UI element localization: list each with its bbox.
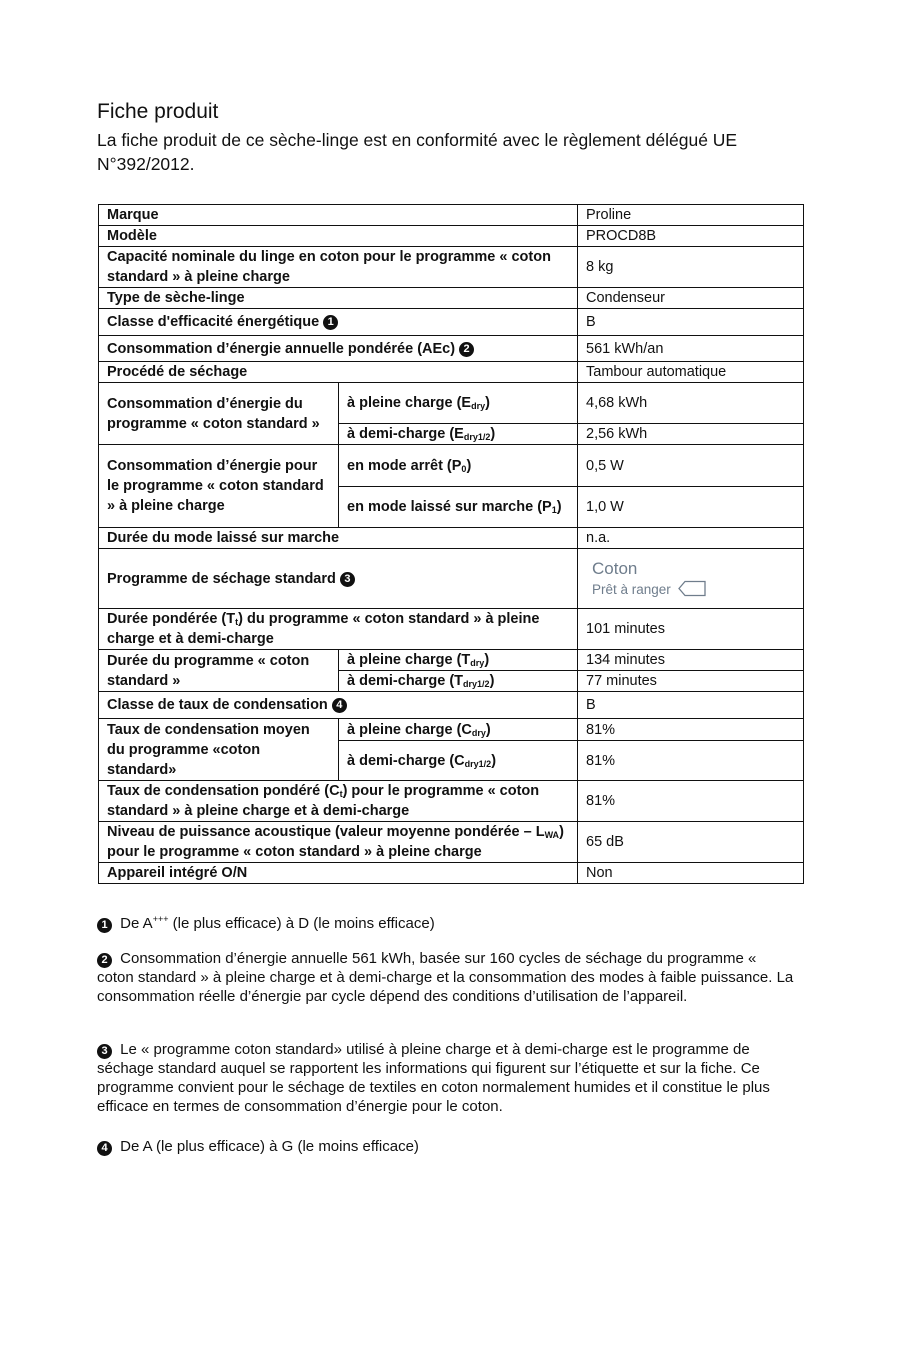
table-row	[99, 863, 804, 884]
row-label	[99, 309, 578, 336]
row-label: Modèle	[99, 226, 578, 247]
row-value: n.a.	[578, 528, 804, 549]
row-value: 65 dB	[578, 822, 804, 863]
program-display	[578, 549, 804, 609]
footnote-4: 4 De A (le plus efficace) à G (le moins efficace)	[97, 1137, 797, 1156]
row-sublabel: à pleine charge $(E_{dry})$	[339, 383, 578, 424]
row-sublabel: à pleine charge $(T_{dry})$	[339, 650, 578, 671]
row-label-text: Consommation d’énergie annuelle pondérée (AEc)	[107, 340, 456, 357]
table-row	[99, 362, 804, 383]
row-label: Consommation d’énergie pour le programme « coton standard » à pleine charge	[99, 445, 339, 528]
row-label-text: Classe d'efficacité énergétique	[107, 314, 320, 330]
row-label: Appareil intégré O/N	[99, 863, 578, 884]
table-row	[99, 650, 804, 671]
row-value: Tambour automatique	[578, 362, 804, 383]
row-label: Niveau de puissance acoustique (valeur moyenne pondérée – $L_{WA}$) pour le programme « coton standard » à pleine charge	[99, 822, 578, 863]
table-row	[99, 445, 804, 487]
row-value: PROCD8B	[578, 226, 804, 247]
row-value: 2,56 kWh	[578, 424, 804, 445]
row-sublabel: à demi-charge $(T_{dry1/2})$	[339, 671, 578, 692]
row-label: Capacité nominale du linge en coton pour le programme « coton standard » à pleine charge	[99, 247, 578, 288]
table-row	[99, 549, 804, 609]
footnote-1: 1 De A+++ (le plus efficace) à D (le moins efficace)	[97, 914, 797, 933]
row-sublabel: à demi-charge $(C_{dry1/2})$	[339, 741, 578, 781]
row-value: 561 kWh/an	[578, 336, 804, 362]
row-value: 77 minutes	[578, 671, 804, 692]
row-label: Taux de condensation moyen du programme «coton standard»	[99, 719, 339, 781]
row-label: Taux de condensation pondéré $(C_t)$ pour le programme « coton standard » à pleine charge et à demi-charge	[99, 781, 578, 822]
row-value: 134 minutes	[578, 650, 804, 671]
footnote-marker-icon: 2	[97, 953, 112, 968]
table-row	[99, 822, 804, 863]
row-value: B	[578, 692, 804, 719]
row-value: 81%	[578, 781, 804, 822]
row-label: Type de sèche-linge	[99, 288, 578, 309]
table-row	[99, 226, 804, 247]
table-row	[99, 288, 804, 309]
row-label: Durée du mode laissé sur marche	[99, 528, 578, 549]
row-value: 8 kg	[578, 247, 804, 288]
footnote-marker-icon: 4	[332, 698, 347, 713]
footnote-3: 3 Le « programme coton standard» utilisé à pleine charge et à demi-charge est le programme de séchage standard auquel se rapportent les informations qui figurent sur l’étiquette et sur la fiche. Ce programme convient pour le séchage de textiles en coton normalement humides et il constitue le plus efficace en termes de consommation d’énergie pour le coton.	[97, 1041, 770, 1115]
row-value: Non	[578, 863, 804, 884]
table-row	[99, 309, 804, 336]
row-sublabel: à demi-charge $(E_{dry1/2})$	[339, 424, 578, 445]
row-label	[99, 692, 578, 719]
program-name: Coton	[592, 558, 638, 578]
table-row	[99, 336, 804, 362]
row-value: 1,0 W	[578, 487, 804, 528]
program-option: Prêt à ranger	[592, 581, 671, 597]
row-label-text: Classe de taux de condensation	[107, 697, 328, 713]
row-value: 0,5 W	[578, 445, 804, 487]
row-label: Durée du programme « coton standard »	[99, 650, 339, 692]
row-sublabel: à pleine charge $(C_{dry})$	[339, 719, 578, 741]
row-value: 81%	[578, 741, 804, 781]
table-row	[99, 781, 804, 822]
row-label	[99, 549, 578, 609]
footnote-marker-icon: 4	[97, 1141, 112, 1156]
tag-outline-icon	[677, 580, 707, 597]
row-sublabel: en mode laissé sur marche $(P_1)$	[339, 487, 578, 528]
row-value: 81%	[578, 719, 804, 741]
row-label	[99, 336, 578, 362]
footnote-marker-icon: 1	[323, 315, 338, 330]
footnote-marker-icon: 1	[97, 918, 112, 933]
table-row	[99, 383, 804, 424]
table-row	[99, 528, 804, 549]
footnote-marker-icon: 2	[459, 342, 474, 357]
table-row	[99, 205, 804, 226]
table-row	[99, 609, 804, 650]
row-label: Consommation d’énergie du programme « coton standard »	[99, 383, 339, 445]
row-label: Marque	[99, 205, 578, 226]
row-sublabel: en mode arrêt $(P_0)$	[339, 445, 578, 487]
row-label-text: Programme de séchage standard	[107, 570, 336, 587]
row-value: 101 minutes	[578, 609, 804, 650]
footnote-2: 2 Consommation d’énergie annuelle 561 kWh, basée sur 160 cycles de séchage du programme « coton standard » à pleine charge et à demi-charge et la consommation des modes à faible puissance. La consommation réelle d’énergie par cycle dépend des conditions d’utilisation de l’appareil.	[97, 950, 794, 1005]
table-row	[99, 692, 804, 719]
row-value: B	[578, 309, 804, 336]
table-row	[99, 719, 804, 741]
row-label: Procédé de séchage	[99, 362, 578, 383]
footnote-marker-icon: 3	[97, 1044, 112, 1059]
page-title: Fiche produit	[97, 100, 219, 123]
table-row	[99, 247, 804, 288]
row-label: Durée pondérée $(T_t)$ du programme « coton standard » à pleine charge et à demi-charge	[99, 609, 578, 650]
row-value: Condenseur	[578, 288, 804, 309]
product-spec-table	[98, 204, 804, 884]
footnote-marker-icon: 3	[340, 572, 355, 587]
row-value: 4,68 kWh	[578, 383, 804, 424]
intro-paragraph: La fiche produit de ce sèche-linge est en conformité avec le règlement délégué UE N°392/2012.	[97, 130, 738, 174]
row-value: Proline	[578, 205, 804, 226]
